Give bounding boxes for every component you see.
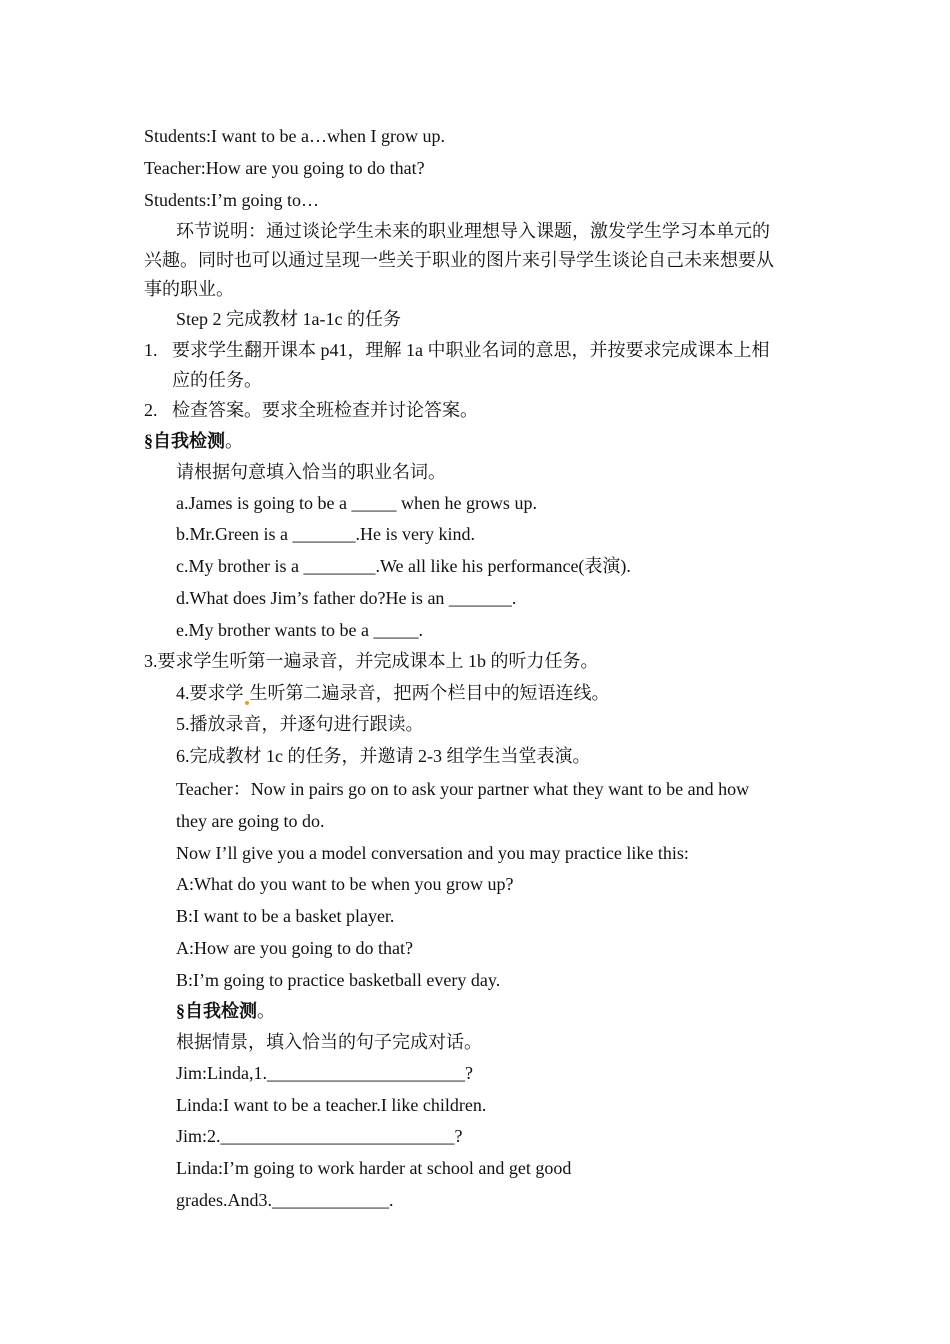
text-line: 5.播放录音，并逐句进行跟读。	[176, 714, 424, 734]
exercise-line: a.James is going to be a _____ when he grows up.	[176, 493, 537, 513]
dialogue-line: B:I’m going to practice basketball every day.	[176, 970, 501, 990]
dialogue-line: A:How are you going to do that?	[176, 938, 413, 958]
list-item-text: 检查答案。要求全班检查并讨论答案。	[172, 400, 478, 420]
self-check-label: §自我检测	[176, 1001, 257, 1021]
marker-dot	[245, 701, 249, 705]
text-line: 兴趣。同时也可以通过呈现一些关于职业的图片来引导学生谈论自己未来想要从	[144, 250, 774, 270]
dialogue-line: A:What do you want to be when you grow up?	[176, 874, 514, 894]
exercise-line: c.My brother is a ________.We all like his performance(表演).	[176, 556, 631, 576]
list-item-text: 要求学生翻开课本 p41，理解 1a 中职业名词的意思，并按要求完成课本上相	[172, 340, 770, 360]
text-line: 6.完成教材 1c 的任务，并邀请 2-3 组学生当堂表演。	[176, 746, 591, 766]
exercise-line: e.My brother wants to be a _____.	[176, 620, 423, 640]
text-line	[176, 681, 610, 705]
instruction-line: 根据情景，填入恰当的句子完成对话。	[176, 1032, 482, 1052]
exercise-line: d.What does Jim’s father do?He is an _______.	[176, 588, 517, 608]
self-check-period: 。	[225, 431, 243, 451]
dialogue-line: Jim:Linda,1.______________________?	[176, 1063, 473, 1083]
text-line: 事的职业。	[144, 279, 234, 299]
dialogue-line: Jim:2.__________________________?	[176, 1126, 463, 1146]
self-check-period: 。	[257, 1001, 275, 1021]
text-line: Students:I want to be a…when I grow up.	[144, 126, 445, 146]
list-number: 2.	[144, 400, 158, 420]
list-item-text: 应的任务。	[172, 370, 262, 390]
text-line: Teacher：Now in pairs go on to ask your partner what they want to be and how	[176, 779, 750, 799]
text-line: 3.要求学生听第一遍录音，并完成课本上 1b 的听力任务。	[144, 651, 599, 671]
text-line: 环节说明：通过谈论学生未来的职业理想导入课题，激发学生学习本单元的	[176, 221, 770, 241]
self-check-label: §自我检测	[144, 431, 225, 451]
text-line: Now I’ll give you a model conversation and you may practice like this:	[176, 843, 689, 863]
step-heading: Step 2 完成教材 1a-1c 的任务	[176, 309, 401, 329]
instruction-line: 请根据句意填入恰当的职业名词。	[176, 462, 446, 482]
text-line: Teacher:How are you going to do that?	[144, 158, 425, 178]
text-segment: 生听第二遍录音，把两个栏目中的短语连线。	[249, 683, 610, 703]
exercise-line: b.Mr.Green is a _______.He is very kind.	[176, 524, 475, 544]
text-line: they are going to do.	[176, 811, 325, 831]
text-line: Students:I’m going to…	[144, 190, 319, 210]
list-number: 1.	[144, 340, 158, 360]
dialogue-line: Linda:I’m going to work harder at school and get good	[176, 1158, 572, 1178]
dialogue-line: B:I want to be a basket player.	[176, 906, 395, 926]
dialogue-line: Linda:I want to be a teacher.I like children.	[176, 1095, 487, 1115]
text-segment: 4.要求学	[176, 683, 244, 703]
self-check-heading	[144, 429, 243, 453]
self-check-heading	[176, 999, 275, 1023]
dialogue-line: grades.And3._____________.	[176, 1190, 394, 1210]
